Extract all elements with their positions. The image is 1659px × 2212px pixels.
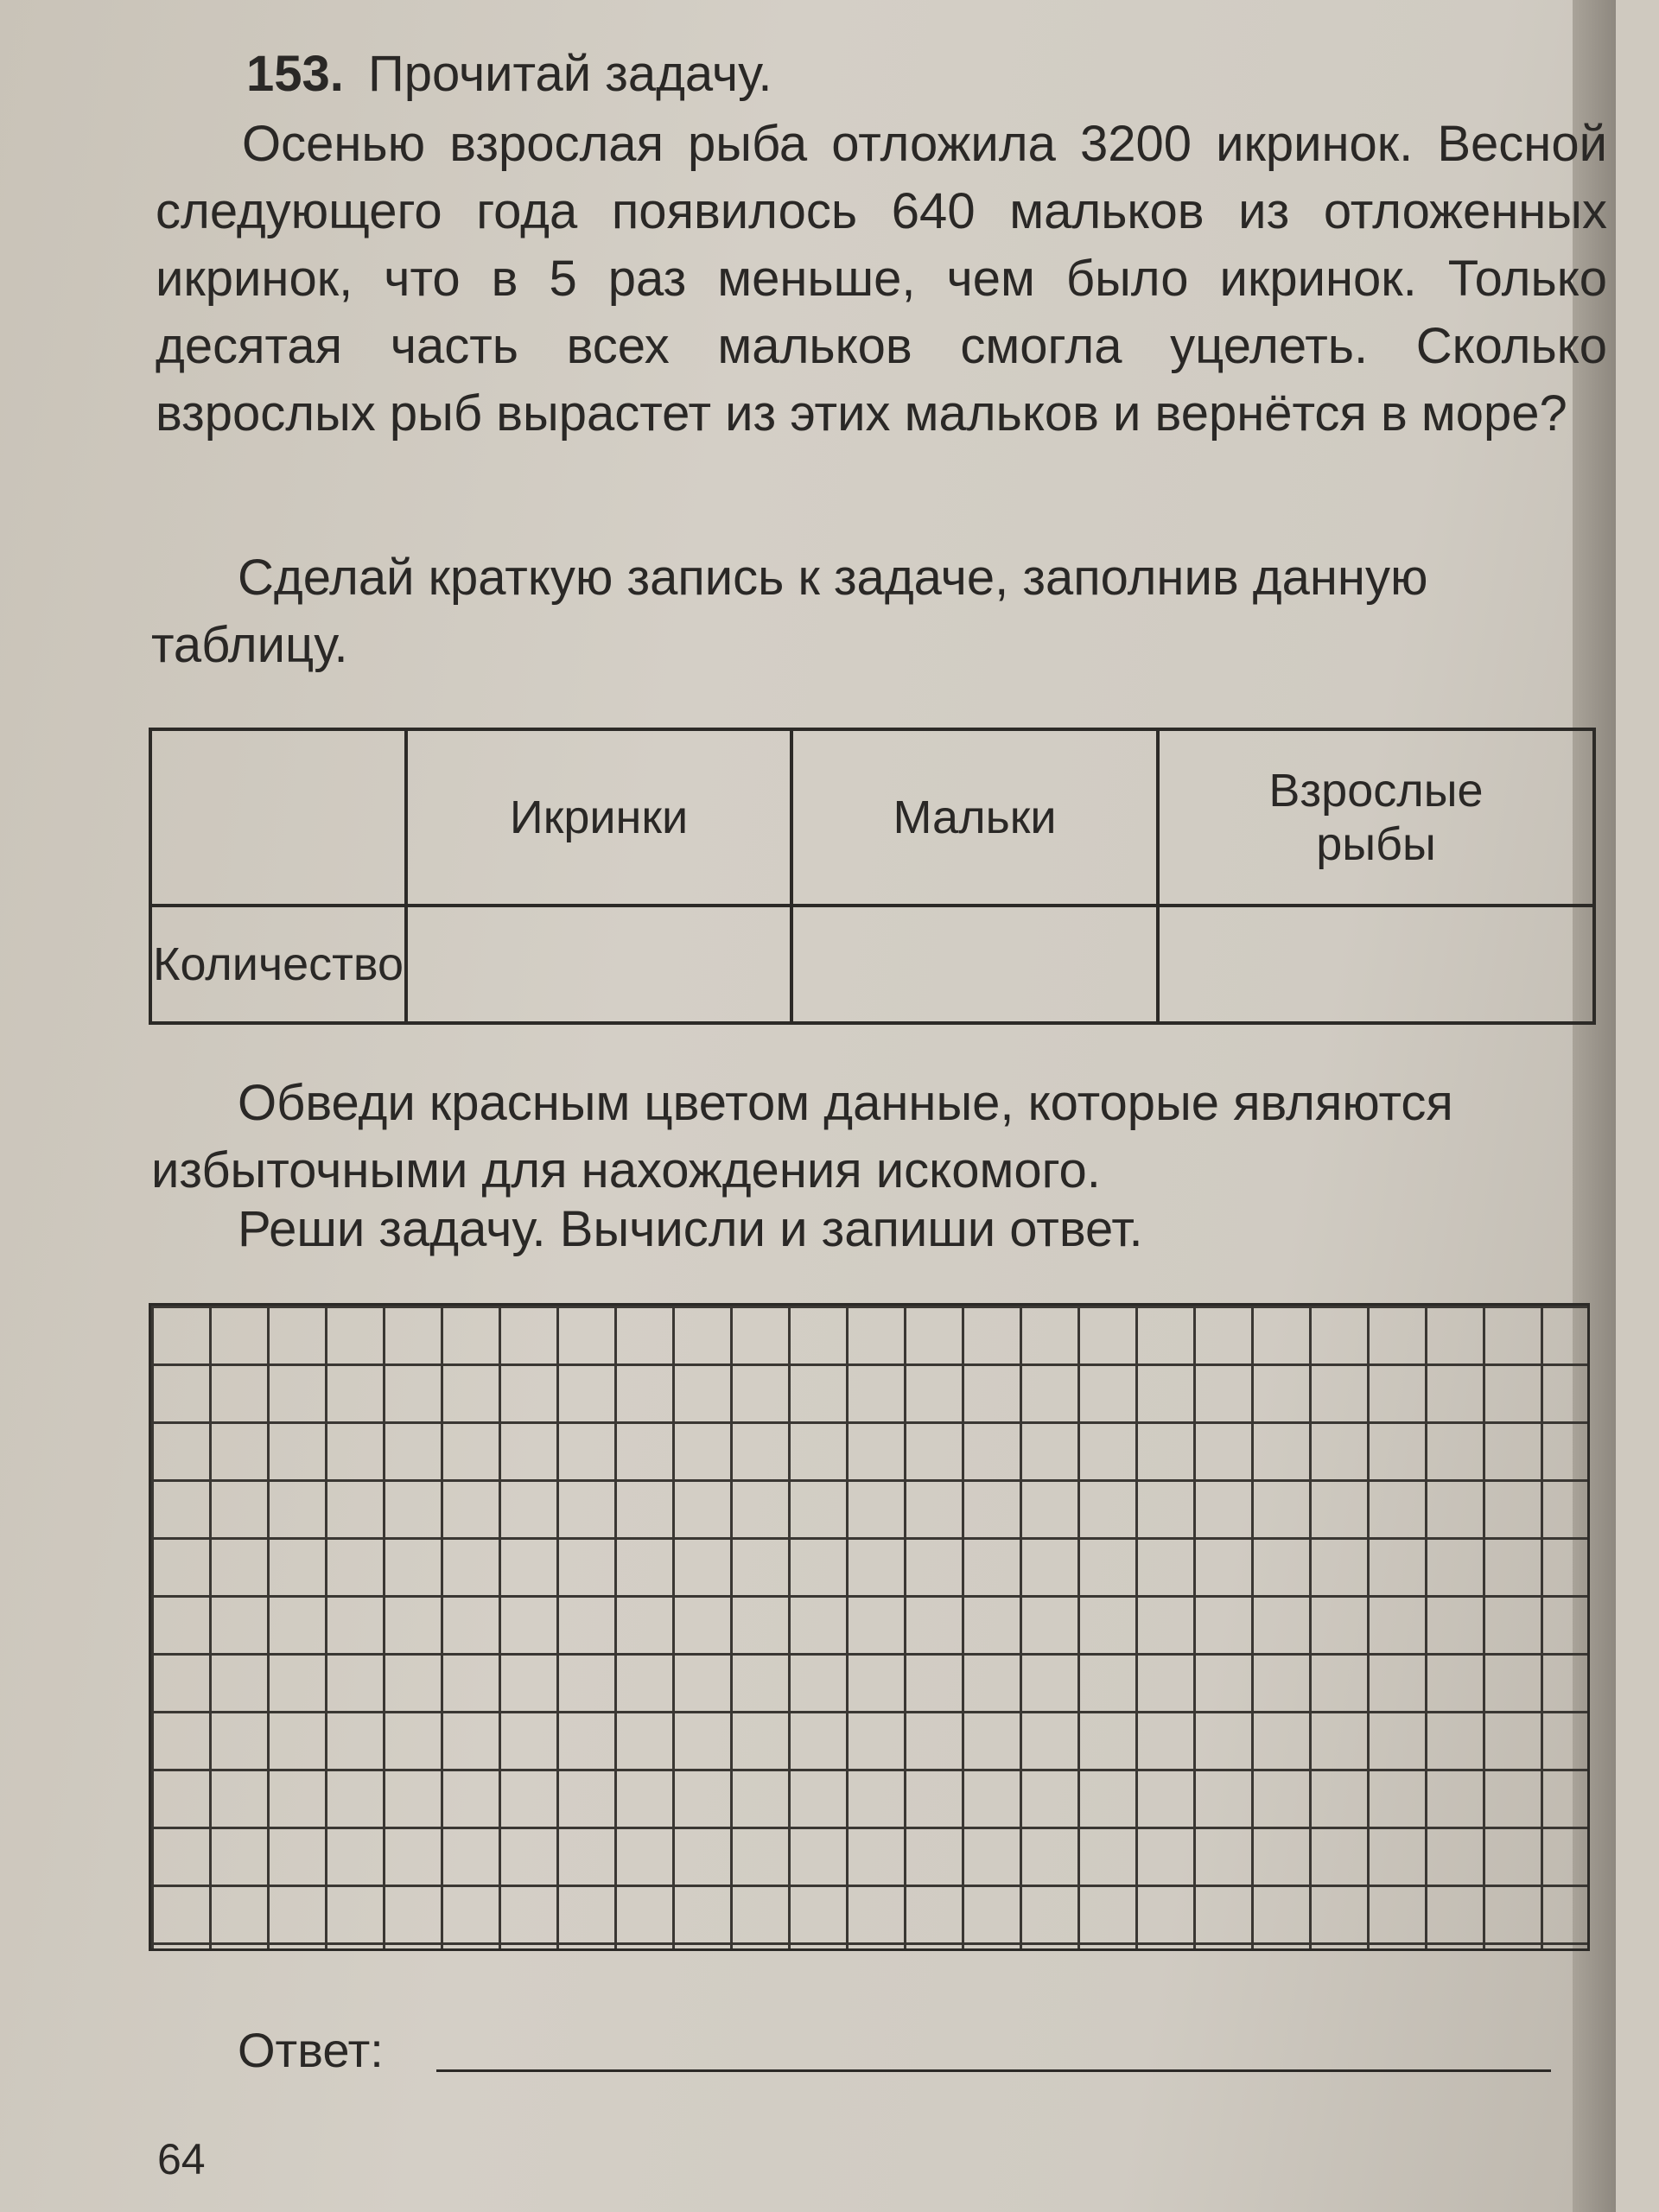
table-cell-adult-fish[interactable] xyxy=(1158,906,1594,1023)
answer-label: Ответ: xyxy=(238,2023,384,2077)
instruction-circle-red: Обведи красным цветом данные, которые являются избыточными для нахождения искомого. xyxy=(151,1075,1453,1198)
table-row xyxy=(150,906,1594,1023)
task-title: Прочитай задачу. xyxy=(368,46,772,102)
table-cell-fry[interactable] xyxy=(791,906,1158,1023)
table-header-empty xyxy=(150,729,406,906)
task-heading xyxy=(246,45,772,103)
table-cell-eggs[interactable] xyxy=(406,906,791,1023)
page-number: 64 xyxy=(157,2135,206,2183)
solution-grid[interactable] xyxy=(149,1303,1590,1951)
task-text: Осенью взрослая рыба отложила 3200 икринок. Весной следующего года появилось 640 мальков из отложенных икринок, что в 5 раз меньше, чем было икринок. Только десятая часть всех мальков смогла уцелеть. Сколько взрослых рыб вырастет из этих мальков и вернётся в море? xyxy=(156,116,1607,442)
table-header-eggs: Икринки xyxy=(406,729,791,906)
task-number: 153. xyxy=(246,46,344,102)
instruction-solve: Реши задачу. Вычисли и запиши ответ. xyxy=(238,1201,1143,1257)
table-row-label: Количество xyxy=(150,906,406,1023)
brief-table xyxy=(149,728,1596,1025)
answer-line[interactable] xyxy=(436,2069,1551,2072)
table-header-adult-fish: Взрослые рыбы xyxy=(1158,729,1594,906)
instruction-make-table: Сделай краткую запись к задаче, заполнив данную таблицу. xyxy=(151,550,1428,673)
table-header-fry: Мальки xyxy=(791,729,1158,906)
table-header-row xyxy=(150,729,1594,906)
